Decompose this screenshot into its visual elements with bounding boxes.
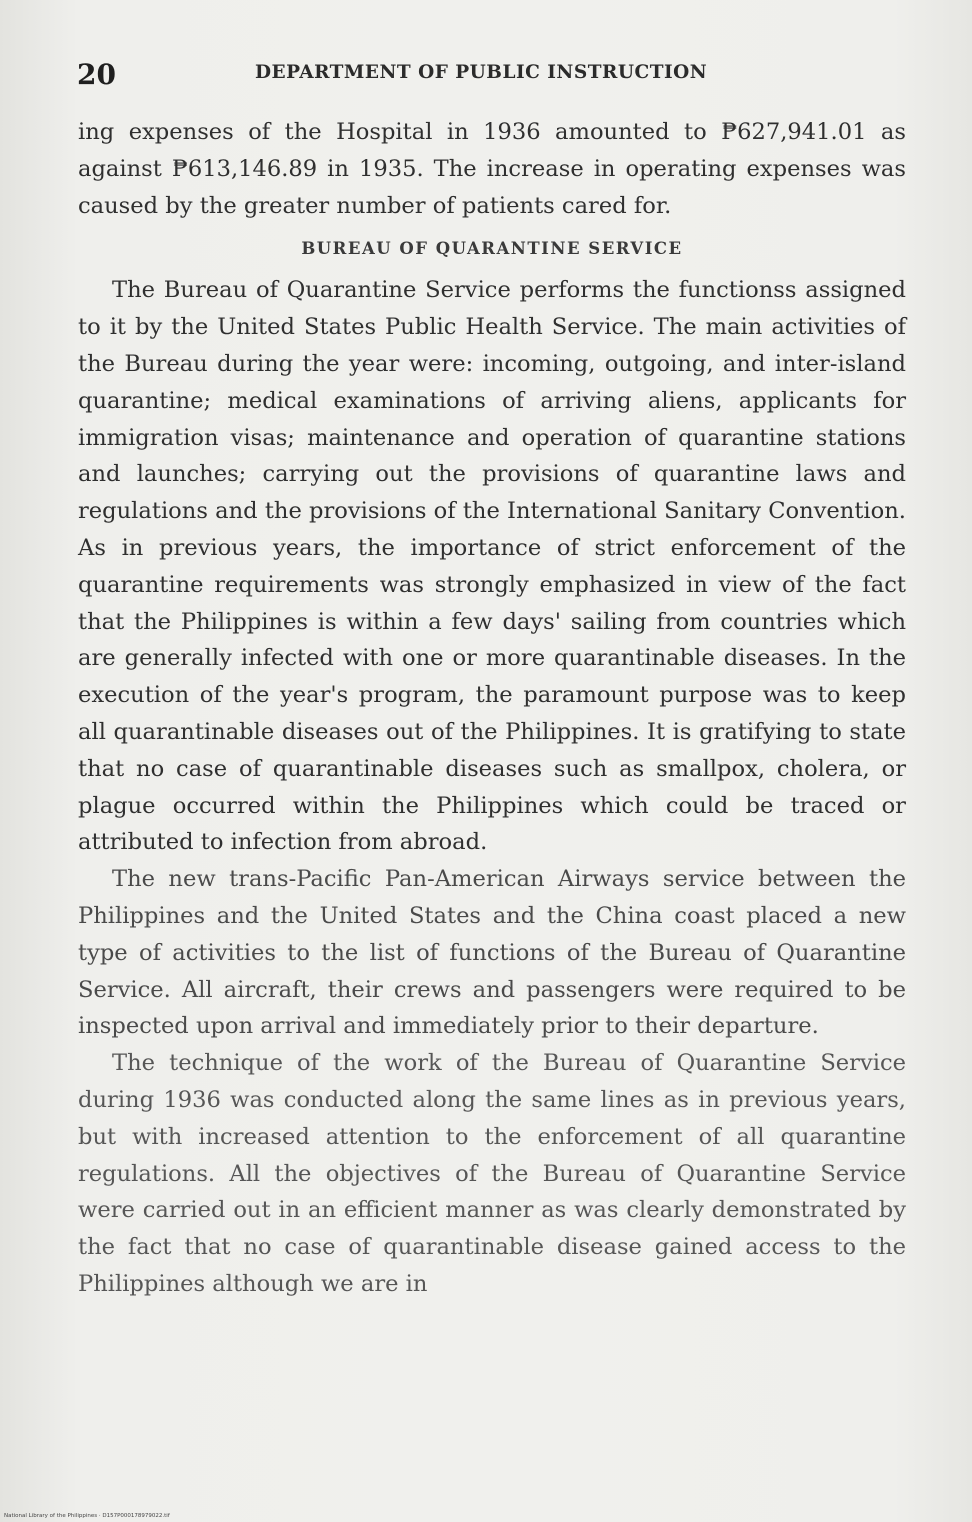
paragraph-continuation: ing expenses of the Hospital in 1936 amounted to ₱627,941.01 as against ₱613,146.89 in 1935. The increase in operating expenses was caused by the greater number of patients cared for. (78, 119, 906, 219)
page-number: 20 (77, 58, 116, 91)
paragraph-quarantine-functions: The Bureau of Quarantine Service performs the functionss assigned to it by the United States Public Health Service. The main activities of the Bureau during the year were: incoming, outgoing, and inter-island quarantine; medical examinations of arriving aliens, applicants for immigration visas; maintenance and operation of quarantine stations and launches; carrying out the provisions of quarantine laws and regulations and the provisions of the International Sanitary Convention. As in previous years, the importance of strict enforcement of the quarantine requirements was strongly emphasized in view of the fact that the Philippines is within a few days' sailing from countries which are generally infected with one or more quarantinable diseases. In the execution of the year's program, the paramount purpose was to keep all quarantinable diseases out of the Philippines. It is gratifying to state that no case of quarantinable diseases such as smallpox, cholera, or plague occurred within the Philippines which could be traced or attributed to infection from abroad. (78, 277, 906, 856)
paragraph-technique: The technique of the work of the Bureau of Quarantine Service during 1936 was conducted along the same lines as in previous years, but with increased attention to the enforcement of all quarantine regulations. All the objectives of the Bureau of Quarantine Service were carried out in an efficient manner as was clearly demonstrated by the fact that no case of quarantinable disease gained access to the Philippines although we are in (78, 1050, 906, 1297)
section-heading: BUREAU OF QUARANTINE SERVICE (301, 239, 683, 259)
scan-source-note: National Library of the Philippines · D157P000178979022.tif (4, 1513, 170, 1519)
body-text (78, 114, 906, 1303)
page-header (77, 56, 907, 102)
running-head: DEPARTMENT OF PUBLIC INSTRUCTION (255, 62, 708, 83)
paragraph-pan-american-airways: The new trans-Pacific Pan-American Airways service between the Philippines and the United States and the China coast placed a new type of activities to the list of functions of the Bureau of Quarantine Service. All aircraft, their crews and passengers were required to be inspected upon arrival and immediately prior to their departure. (78, 866, 906, 1040)
